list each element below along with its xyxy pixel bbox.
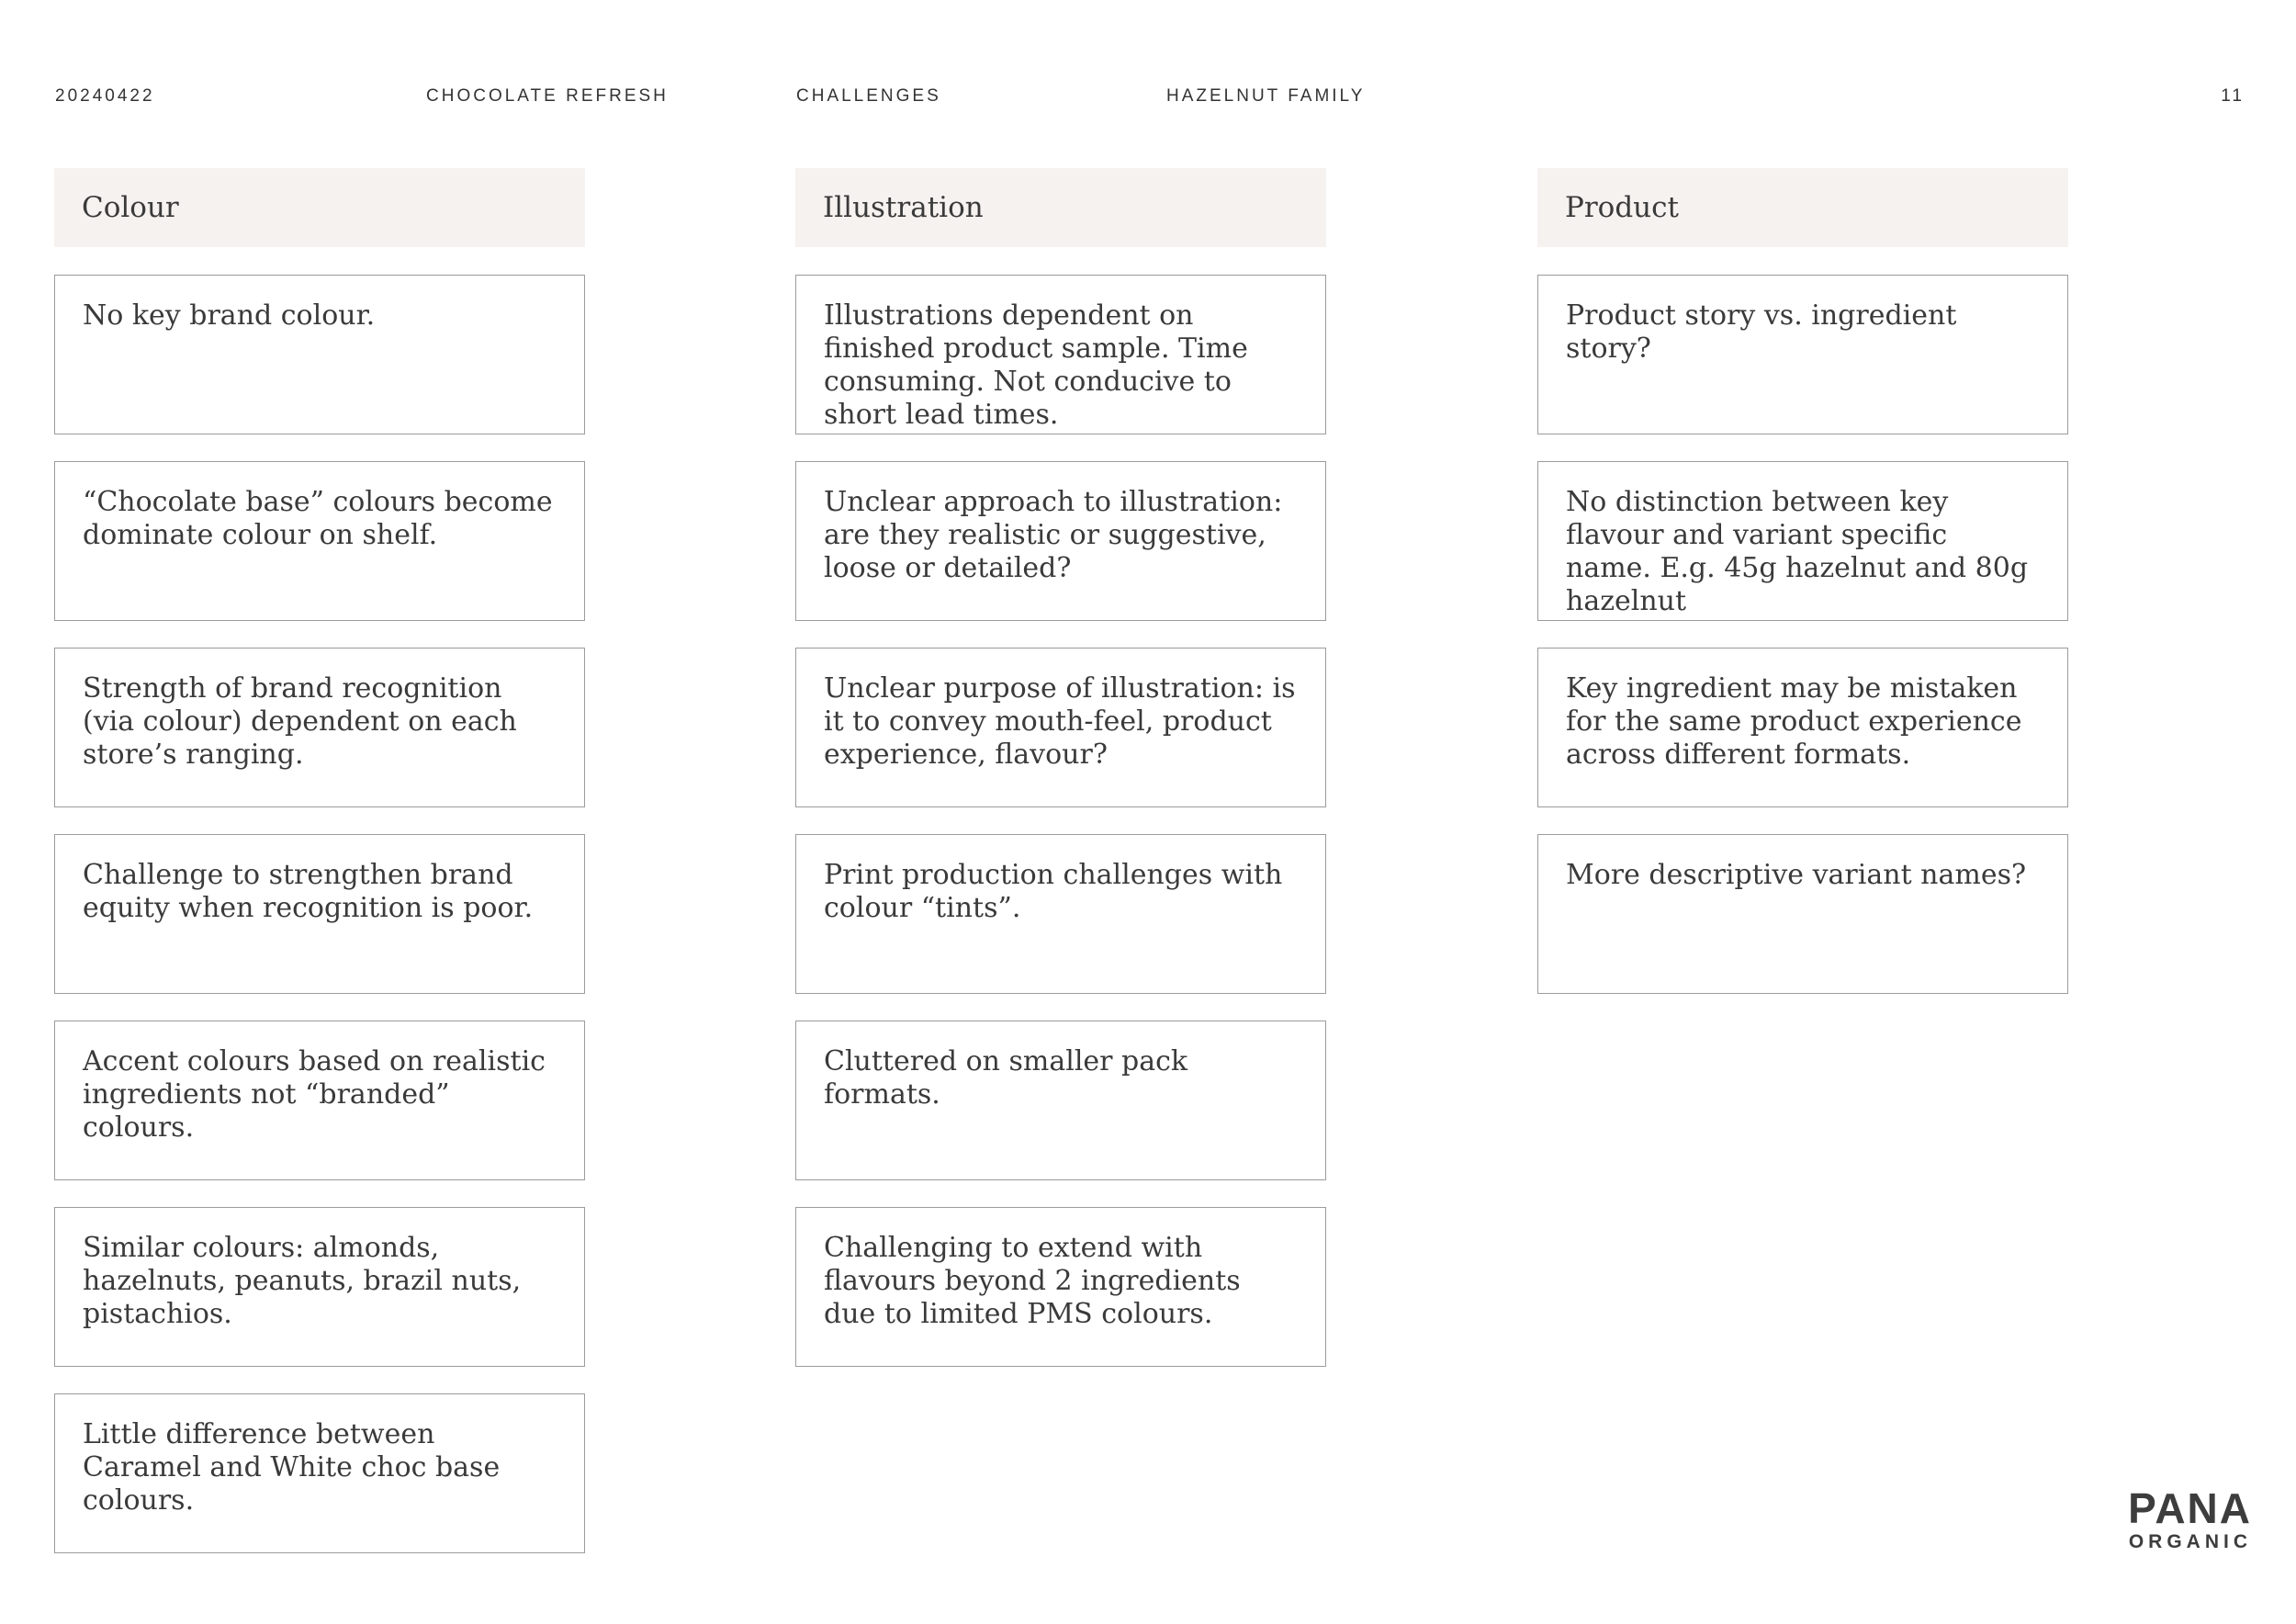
challenge-card: Unclear purpose of illustration: is it to convey mouth-feel, product experience, flavour? xyxy=(795,648,1326,807)
header-section: CHALLENGES xyxy=(796,86,941,106)
challenge-card: Challenge to strengthen brand equity when recognition is poor. xyxy=(54,834,585,994)
card-list-product xyxy=(1537,275,2068,994)
challenge-card: Product story vs. ingredient story? xyxy=(1537,275,2068,434)
challenge-card: Illustrations dependent on finished product sample. Time consuming. Not conducive to short lead times. xyxy=(795,275,1326,434)
challenge-card: Similar colours: almonds, hazelnuts, peanuts, brazil nuts, pistachios. xyxy=(54,1207,585,1367)
card-list-illustration xyxy=(795,275,1326,1367)
column-illustration xyxy=(795,168,1326,1393)
column-heading-colour: Colour xyxy=(54,168,585,247)
column-product xyxy=(1537,168,2068,1021)
challenge-card: No distinction between key flavour and variant specific name. E.g. 45g hazelnut and 80g hazelnut xyxy=(1537,461,2068,621)
challenge-card: Unclear approach to illustration: are they realistic or suggestive, loose or detailed? xyxy=(795,461,1326,621)
challenge-card: More descriptive variant names? xyxy=(1537,834,2068,994)
challenge-card: Strength of brand recognition (via colour) dependent on each store’s ranging. xyxy=(54,648,585,807)
page-number: 11 xyxy=(2221,86,2245,106)
card-list-colour xyxy=(54,275,585,1553)
logo-wordmark: PANA xyxy=(2128,1484,2252,1532)
header-date: 20240422 xyxy=(55,86,155,106)
challenge-card: No key brand colour. xyxy=(54,275,585,434)
column-colour xyxy=(54,168,585,1580)
challenge-card: Little difference between Caramel and White choc base colours. xyxy=(54,1393,585,1553)
logo-subline: ORGANIC xyxy=(2128,1531,2252,1552)
challenge-card: Cluttered on smaller pack formats. xyxy=(795,1021,1326,1180)
header-project: CHOCOLATE REFRESH xyxy=(426,86,669,106)
brand-logo xyxy=(2128,1486,2252,1554)
column-heading-product: Product xyxy=(1537,168,2068,247)
challenge-card: Challenging to extend with flavours beyond 2 ingredients due to limited PMS colours. xyxy=(795,1207,1326,1367)
challenge-card: “Chocolate base” colours become dominate colour on shelf. xyxy=(54,461,585,621)
challenge-card: Print production challenges with colour “tints”. xyxy=(795,834,1326,994)
column-heading-illustration: Illustration xyxy=(795,168,1326,247)
header-family: HAZELNUT FAMILY xyxy=(1166,86,1366,106)
challenge-card: Accent colours based on realistic ingredients not “branded” colours. xyxy=(54,1021,585,1180)
challenge-card: Key ingredient may be mistaken for the same product experience across different formats. xyxy=(1537,648,2068,807)
